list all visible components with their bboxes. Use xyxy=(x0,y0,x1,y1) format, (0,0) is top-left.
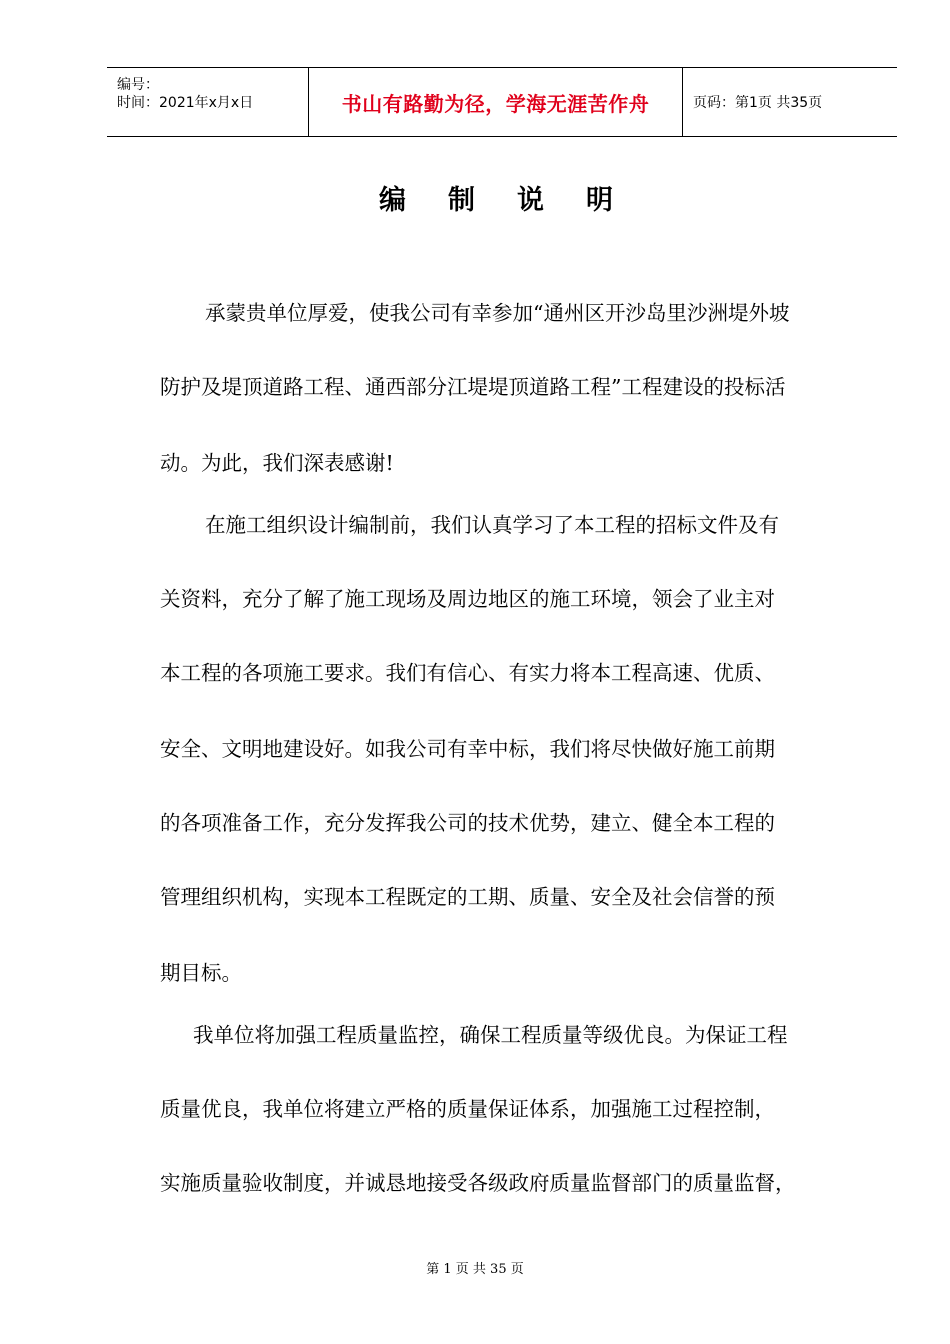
body-line: 实施质量验收制度，并诚恳地接受各级政府质量监督部门的质量监督， xyxy=(160,1171,796,1195)
page-info: 页码：第1页 共35页 xyxy=(693,95,823,111)
header-meta-cell xyxy=(107,68,309,136)
body-line: 我单位将加强工程质量监控，确保工程质量等级优良。为保证工程 xyxy=(193,1023,788,1047)
header-page-cell xyxy=(683,68,897,136)
body-line: 管理组织机构，实现本工程既定的工期、质量、安全及社会信誉的预 xyxy=(160,885,775,909)
body-line: 本工程的各项施工要求。我们有信心、有实力将本工程高速、优质、 xyxy=(160,661,775,685)
body-line: 在施工组织设计编制前，我们认真学习了本工程的招标文件及有 xyxy=(205,513,779,537)
page-footer: 第 1 页 共 35 页 xyxy=(426,1262,524,1277)
body-line: 防护及堤顶道路工程、通西部分江堤堤顶道路工程”工程建设的投标活 xyxy=(160,375,786,399)
header-motto-cell xyxy=(309,68,683,136)
body-line: 安全、文明地建设好。如我公司有幸中标，我们将尽快做好施工前期 xyxy=(160,737,775,761)
body-line: 的各项准备工作，充分发挥我公司的技术优势，建立、健全本工程的 xyxy=(160,811,775,835)
date-line: 时间：2021年x月x日 xyxy=(117,95,254,111)
body-line: 动。为此，我们深表感谢! xyxy=(160,451,394,475)
body-line: 质量优良，我单位将建立严格的质量保证体系，加强施工过程控制， xyxy=(160,1097,775,1121)
body-line: 关资料，充分了解了施工现场及周边地区的施工环境，领会了业主对 xyxy=(160,587,775,611)
body-line: 承蒙贵单位厚爱，使我公司有幸参加“通州区开沙岛里沙洲堤外坡 xyxy=(205,301,790,325)
document-title: 编制说明 xyxy=(379,185,655,216)
motto-text: 书山有路勤为径，学海无涯苦作舟 xyxy=(341,91,650,116)
page-header xyxy=(107,67,897,137)
serial-number-label: 编号： xyxy=(117,77,159,93)
body-line: 期目标。 xyxy=(160,961,242,985)
